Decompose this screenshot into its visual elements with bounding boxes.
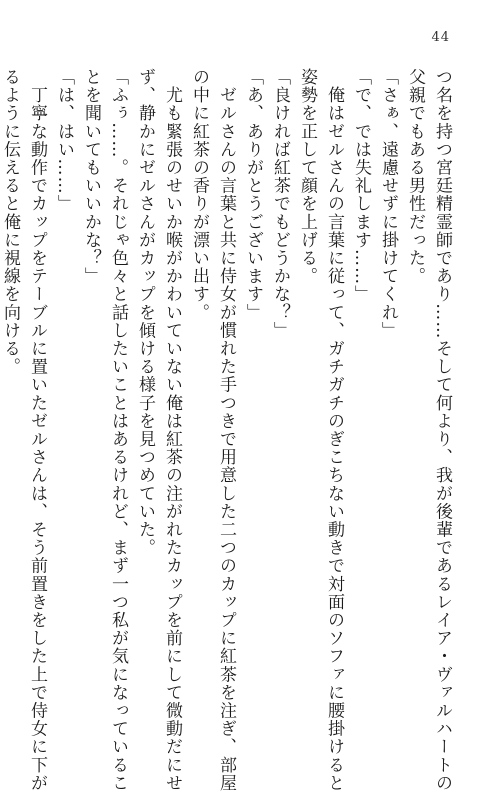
text-line: 「あ、ありがとうございます」 (243, 68, 263, 322)
page-number: 44 (431, 30, 450, 45)
text-line: 「ふぅ……。それじゃ色々と話したいことはあるけれど、まず一つ私が気になっているこ (108, 68, 128, 792)
text-line: つ名を持つ宮廷精霊師であり……そして何より、我が後輩であるレイア・ヴァルハートの (432, 68, 452, 792)
text-line: るように伝えると俺に視線を向ける。 (0, 68, 20, 376)
text-line: 父親でもある男性だった。 (405, 68, 425, 286)
text-line: ず、静かにゼルさんがカップを傾ける様子を見つめていた。 (135, 68, 155, 557)
text-line: 「で、では失礼します……」 (351, 68, 371, 304)
text-line: 「は、はい……」 (54, 68, 74, 213)
text-line: 「良ければ紅茶でもどうかな？」 (270, 68, 290, 340)
text-line: 姿勢を正して顔を上げる。 (297, 68, 317, 286)
text-line: ゼルさんの言葉と共に侍女が慣れた手つきで用意した二つのカップに紅茶を注ぎ、部屋 (216, 68, 236, 792)
text-line: の中に紅茶の香りが漂い出す。 (189, 68, 209, 322)
text-line: 丁寧な動作でカップをテーブルに置いたゼルさんは、そう前置きをした上で侍女に下が (27, 68, 47, 792)
text-line: とを聞いてもいいかな？」 (81, 68, 101, 286)
body-text (0, 68, 455, 792)
text-line: 「さぁ、遠慮せずに掛けてくれ」 (378, 68, 398, 340)
text-line: 尤も緊張のせいか喉がかわいていない俺は紅茶の注がれたカップを前にして微動だにせ (162, 68, 182, 792)
text-line: 俺はゼルさんの言葉に従って、ガチガチのぎこちない動きで対面のソファに腰掛けると (324, 68, 344, 792)
